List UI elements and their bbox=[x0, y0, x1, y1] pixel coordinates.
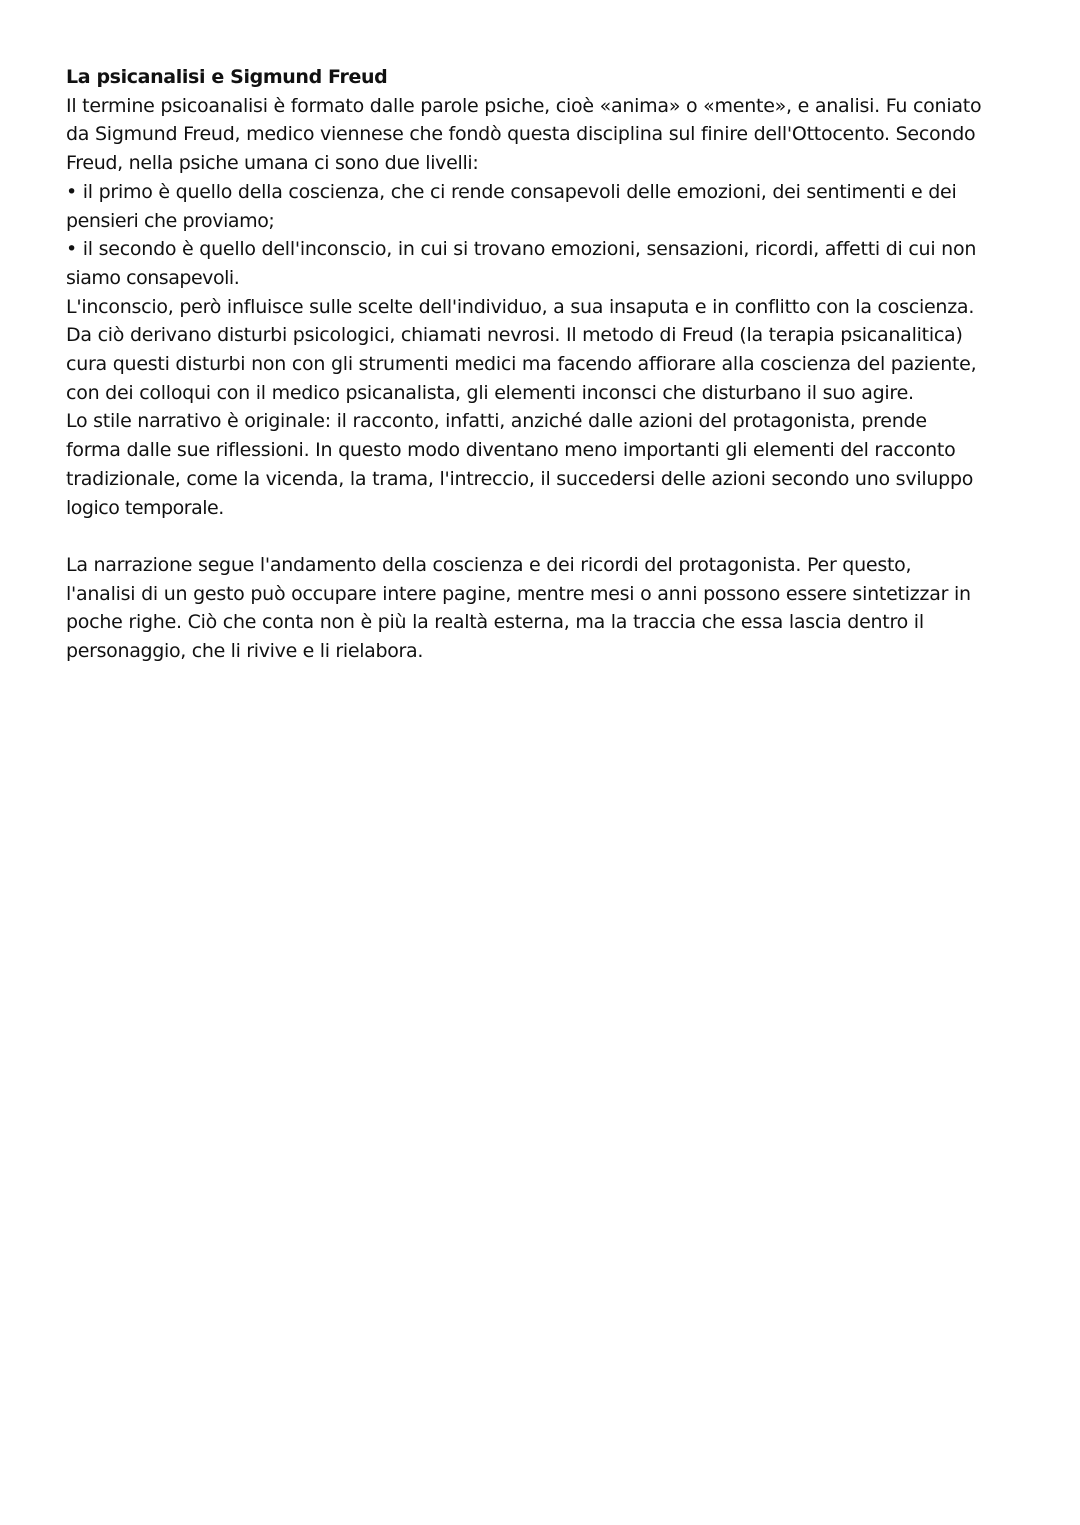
text-line: personaggio, che li rivive e li rielabora. bbox=[66, 640, 424, 663]
document-title: La psicanalisi e Sigmund Freud bbox=[66, 66, 388, 88]
bullet-line: • il primo è quello della coscienza, che ci rende consapevoli delle emozioni, dei sentimenti e dei bbox=[66, 180, 957, 203]
paragraph-spacer bbox=[66, 522, 1026, 551]
text-line: Freud, nella psiche umana ci sono due livelli: bbox=[66, 152, 479, 175]
text-line: poche righe. Ciò che conta non è più la realtà esterna, ma la traccia che essa lascia dentro il bbox=[66, 611, 924, 634]
text-line: logico temporale. bbox=[66, 496, 224, 519]
text-line: pensieri che proviamo; bbox=[66, 209, 275, 232]
text-line: Da ciò derivano disturbi psicologici, chiamati nevrosi. Il metodo di Freud (la terapia psicanalitica) bbox=[66, 324, 963, 347]
document-page bbox=[66, 63, 1026, 666]
text-line: Lo stile narrativo è originale: il racconto, infatti, anziché dalle azioni del protagonista, prende bbox=[66, 410, 927, 433]
text-line: l'analisi di un gesto può occupare intere pagine, mentre mesi o anni possono essere sintetizzar in bbox=[66, 582, 971, 605]
text-line: cura questi disturbi non con gli strumenti medici ma facendo affiorare alla coscienza del paziente, bbox=[66, 353, 977, 376]
text-line: siamo consapevoli. bbox=[66, 266, 240, 289]
text-line: tradizionale, come la vicenda, la trama, l'intreccio, il succedersi delle azioni secondo uno sviluppo bbox=[66, 467, 974, 490]
text-line: con dei colloqui con il medico psicanalista, gli elementi inconsci che disturbano il suo agire. bbox=[66, 381, 914, 404]
paragraph-block-2 bbox=[66, 551, 1026, 666]
text-line: La narrazione segue l'andamento della coscienza e dei ricordi del protagonista. Per questo, bbox=[66, 553, 912, 576]
bullet-line: • il secondo è quello dell'inconscio, in cui si trovano emozioni, sensazioni, ricordi, affetti di cui non bbox=[66, 238, 977, 261]
text-line: L'inconscio, però influisce sulle scelte dell'individuo, a sua insaputa e in conflitto con la coscienza. bbox=[66, 295, 975, 318]
paragraph-block-1 bbox=[66, 92, 1026, 523]
text-line: da Sigmund Freud, medico viennese che fondò questa disciplina sul finire dell'Ottocento. Secondo bbox=[66, 123, 976, 146]
text-line: forma dalle sue riflessioni. In questo modo diventano meno importanti gli elementi del racconto bbox=[66, 439, 956, 462]
text-line: Il termine psicoanalisi è formato dalle parole psiche, cioè «anima» o «mente», e analisi. Fu coniato bbox=[66, 94, 982, 117]
